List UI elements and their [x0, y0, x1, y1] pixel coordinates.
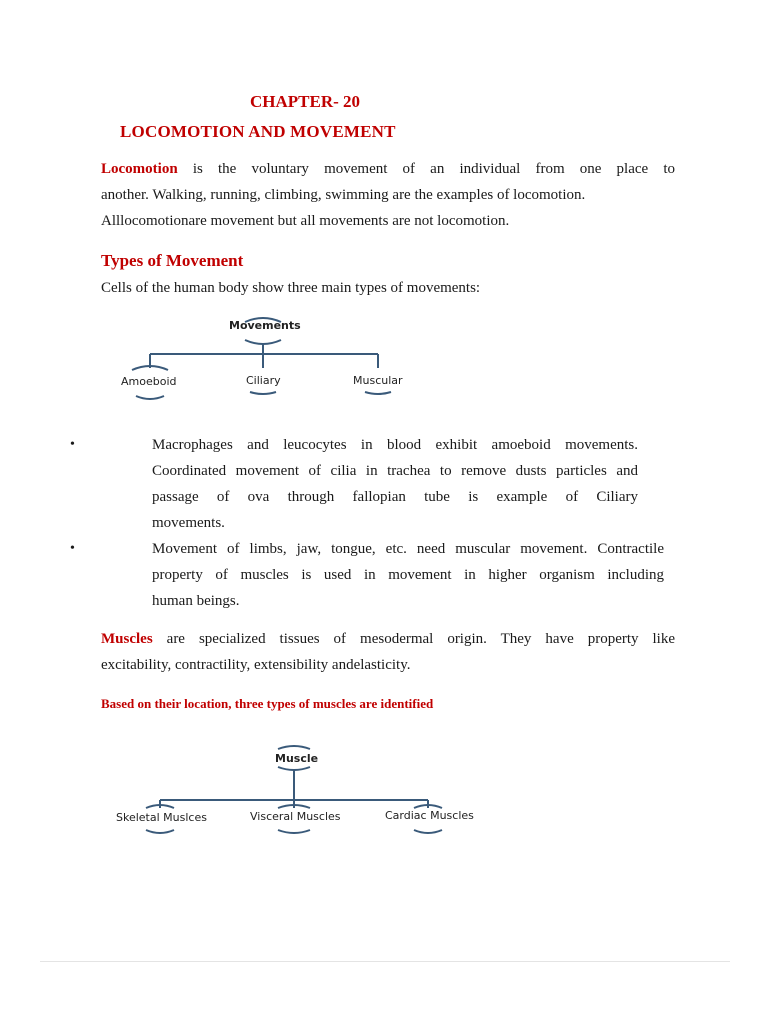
- bullet-1-line: movements.: [152, 515, 225, 531]
- muscles-line-2: excitability, contractility, extensibility andelasticity.: [101, 657, 411, 673]
- page-footer-divider: [40, 961, 730, 962]
- bullet-2-symbol: •: [70, 541, 75, 556]
- muscles-paragraph: [101, 626, 675, 678]
- chapter-number: CHAPTER- 20: [250, 92, 361, 111]
- term-locomotion: Locomotion: [101, 161, 178, 177]
- movement-root-label: Movements: [229, 319, 301, 332]
- intro-line-2: another. Walking, running, climbing, swimming are the examples of locomotion.: [101, 187, 586, 203]
- muscle-diagram: [110, 740, 490, 840]
- muscle-root-label: Muscle: [275, 752, 319, 765]
- bullet-1-line: Coordinated movement of cilia in trachea to remove dusts particles and: [152, 463, 638, 479]
- bullet-1-symbol: •: [70, 437, 75, 452]
- intro-paragraph: [101, 156, 675, 234]
- bullet-2-line: Movement of limbs, jaw, tongue, etc. need muscular movement. Contractile: [152, 541, 664, 557]
- muscle-child-cardiac: Cardiac Muscles: [385, 809, 474, 822]
- muscle-child-visceral: Visceral Muscles: [250, 810, 341, 823]
- bullet-1-text: [152, 432, 638, 536]
- movement-diagram: [110, 308, 430, 408]
- bullet-1-line: passage of ova through fallopian tube is example of Ciliary: [152, 489, 638, 505]
- bullet-2-text: [152, 536, 664, 614]
- types-heading: Types of Movement: [101, 251, 244, 270]
- muscles-line-1-text: are specialized tissues of mesodermal origin. They have property like: [166, 631, 676, 647]
- intro-line-1-text: is the voluntary movement of an individual from one place to: [192, 161, 676, 177]
- intro-line-3: Alllocomotionare movement but all movements are not locomotion.: [101, 213, 510, 229]
- bullet-2-line: property of muscles is used in movement in higher organism including: [152, 567, 664, 583]
- muscle-child-skeletal: Skeletal Muslces: [116, 811, 207, 824]
- muscle-types-heading: Based on their location, three types of muscles are identified: [101, 696, 434, 711]
- bullet-1-line: Macrophages and leucocytes in blood exhibit amoeboid movements.: [152, 437, 638, 453]
- chapter-title: LOCOMOTION AND MOVEMENT: [120, 122, 396, 141]
- term-muscles: Muscles: [101, 631, 153, 647]
- types-intro: Cells of the human body show three main types of movements:: [101, 280, 481, 296]
- movement-child-muscular: Muscular: [353, 374, 403, 387]
- bullet-2-line: human beings.: [152, 593, 240, 609]
- movement-child-amoeboid: Amoeboid: [121, 375, 177, 388]
- muscles-line-1: [101, 626, 675, 652]
- intro-line-1: [101, 156, 675, 182]
- movement-child-ciliary: Ciliary: [246, 374, 281, 387]
